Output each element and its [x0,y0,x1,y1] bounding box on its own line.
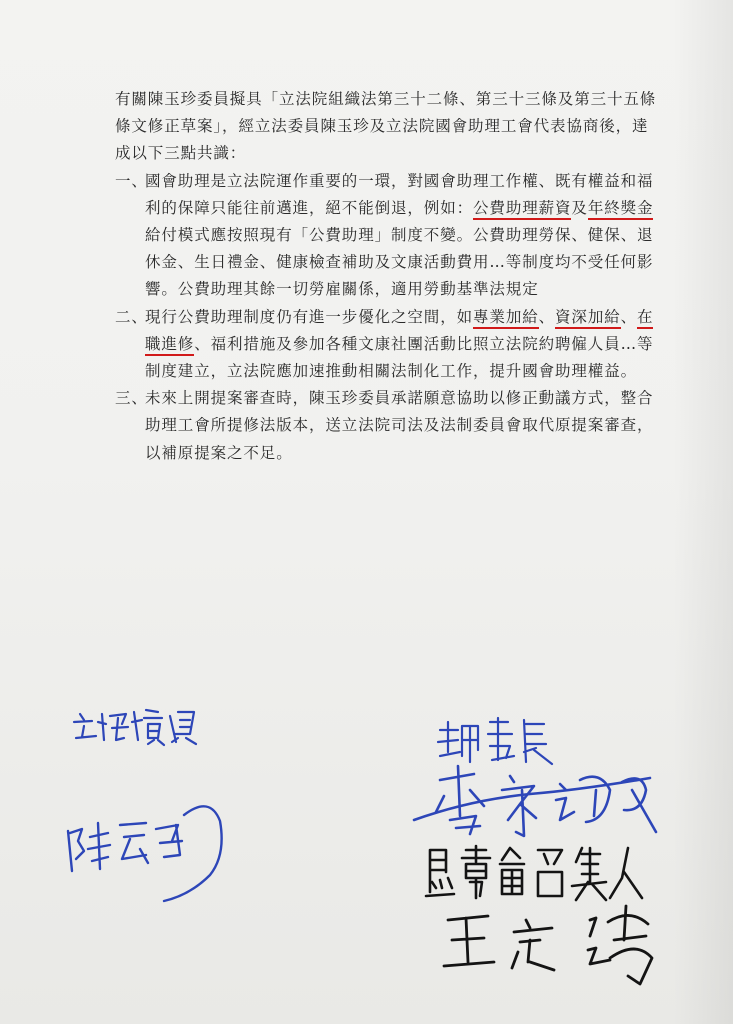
item-body [145,168,660,304]
page-shadow [673,0,733,1024]
consensus-item-3 [115,385,660,467]
item-text: 給付模式應按照現有「公費助理」制度不變。公費助理勞保、健保、退休金、生日禮金、健康檢查補助及文康活動費用…等制度均不受任何影響。公費助理其餘一切勞雇關係，適用勞動基準法規定 [145,226,654,299]
item-number: 一、 [115,171,148,190]
intro-paragraph: 有關陳玉珍委員擬具「立法院組織法第三十二條、第三十三條及第三十五條條文修正草案」，經立法委員陳玉珍及立法院國會助理工會代表協商後，達成以下三點共識： [115,90,657,163]
item-text: 現行公費助理制度仍有進一步優化之空間，如 [145,307,474,326]
underlined-text: 年終獎金 [588,199,654,220]
signature-convener-name [440,900,670,990]
item-body [145,304,660,386]
underlined-text: 專業加給 [473,308,539,329]
underlined-text: 資深加給 [555,308,621,329]
item-text: 、 [620,307,638,326]
item-text: 、福利措施及參加各種文康社團活動比照立法院約聘僱人員…等制度建立，立法院應加速推動相關法制化工作，提升國會助理權益。 [145,334,654,381]
signature-left-title [68,700,208,750]
item-number: 二、 [115,307,148,326]
item-number: 三、 [115,389,148,408]
item-body [145,385,660,467]
underlined-text: 公費助理薪資 [473,199,571,220]
underlined-text: 在職進修 [145,308,653,356]
agreement-text [115,86,660,467]
item-text: 、 [538,307,556,326]
consensus-item-2 [115,304,660,386]
signature-left-name [60,785,230,905]
consensus-item-1 [115,168,660,304]
signature-convener-title [422,842,647,904]
item-text: 國會助理是立法院運作重要的一環，對國會助理工作權、既有權益和福利的保障只能往前邁進，絕不能倒退，例如： [145,171,654,217]
signature-right-name [410,760,670,850]
item-text: 及 [571,198,588,217]
item-text: 未來上開提案審查時，陳玉珍委員承諾願意協助以修正動議方式，整合助理工會所提修法版本，送立法院司法及法制委員會取代原提案審查，以補原提案之不足。 [145,389,654,462]
